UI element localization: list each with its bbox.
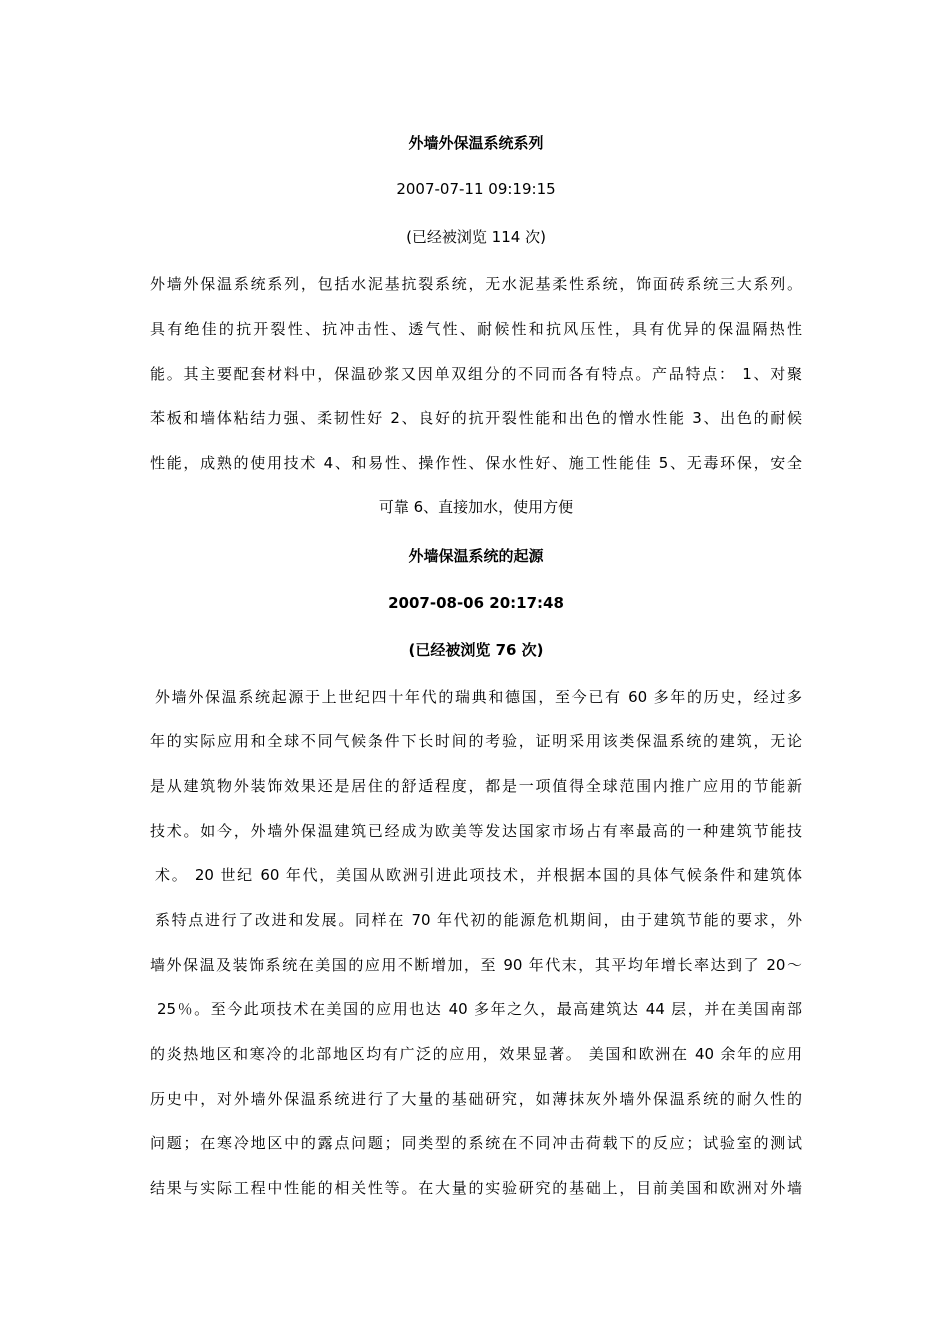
article2-line-2: 年的实际应用和全球不同气候条件下长时间的考验，证明采用该类保温系统的建筑，无论 — [150, 732, 802, 750]
article2-date: 2007-08-06 20:17:48 — [388, 594, 564, 612]
article1-title: 外墙外保温系统系列 — [408, 134, 544, 152]
article2-line-10: 历史中，对外墙外保温系统进行了大量的基础研究，如薄抹灰外墙外保温系统的耐久性的 — [150, 1090, 802, 1108]
article1-line-4: 苯板和墙体粘结力强、柔韧性好 2、良好的抗开裂性能和出色的憎水性能 3、出色的耐候 — [150, 409, 802, 427]
article2-line-3: 是从建筑物外装饰效果还是居住的舒适程度，都是一项值得全球范围内推广应用的节能新 — [150, 777, 802, 795]
article2-line-6: 系特点进行了改进和发展。同样在 70 年代初的能源危机期间，由于建筑节能的要求，外 — [155, 911, 802, 929]
article2-views: (已经被浏览 76 次) — [408, 641, 544, 659]
article1-line-6: 可靠 6、直接加水，使用方便 — [378, 498, 574, 516]
article1-line-1: 外墙外保温系统系列，包括水泥基抗裂系统，无水泥基柔性系统，饰面砖系统三大系列。 — [150, 275, 802, 293]
article2-line-1: 外墙外保温系统起源于上世纪四十年代的瑞典和德国，至今已有 60 多年的历史，经过多 — [155, 688, 802, 706]
article2-line-5: 术。 20 世纪 60 年代，美国从欧洲引进此项技术，并根据本国的具体气候条件和建筑体 — [155, 866, 802, 884]
article1-line-2: 具有绝佳的抗开裂性、抗冲击性、透气性、耐候性和抗风压性，具有优异的保温隔热性 — [150, 320, 802, 338]
article1-line-5: 性能，成熟的使用技术 4、和易性、操作性、保水性好、施工性能佳 5、无毒环保，安全 — [150, 454, 802, 472]
article2-line-12: 结果与实际工程中性能的相关性等。在大量的实验研究的基础上，目前美国和欧洲对外墙 — [150, 1179, 802, 1197]
article2-line-4: 技术。如今，外墙外保温建筑已经成为欧美等发达国家市场占有率最高的一种建筑节能技 — [150, 822, 802, 840]
article2-line-8: 25％。至今此项技术在美国的应用也达 40 多年之久，最高建筑达 44 层，并在美国南部 — [157, 1000, 802, 1018]
article1-views: (已经被浏览 114 次) — [406, 228, 546, 246]
article2-line-9: 的炎热地区和寒冷的北部地区均有广泛的应用，效果显著。 美国和欧洲在 40 余年的应用 — [150, 1045, 802, 1063]
article2-line-7: 墙外保温及装饰系统在美国的应用不断增加，至 90 年代末，其平均年增长率达到了 20～ — [150, 956, 802, 974]
article2-title: 外墙保温系统的起源 — [408, 547, 544, 565]
article1-date: 2007-07-11 09:19:15 — [396, 180, 556, 198]
article2-line-11: 问题；在寒冷地区中的露点问题；同类型的系统在不同冲击荷载下的反应；试验室的测试 — [150, 1134, 802, 1152]
article1-line-3: 能。其主要配套材料中，保温砂浆又因单双组分的不同而各有特点。产品特点： 1、对聚 — [150, 365, 802, 383]
